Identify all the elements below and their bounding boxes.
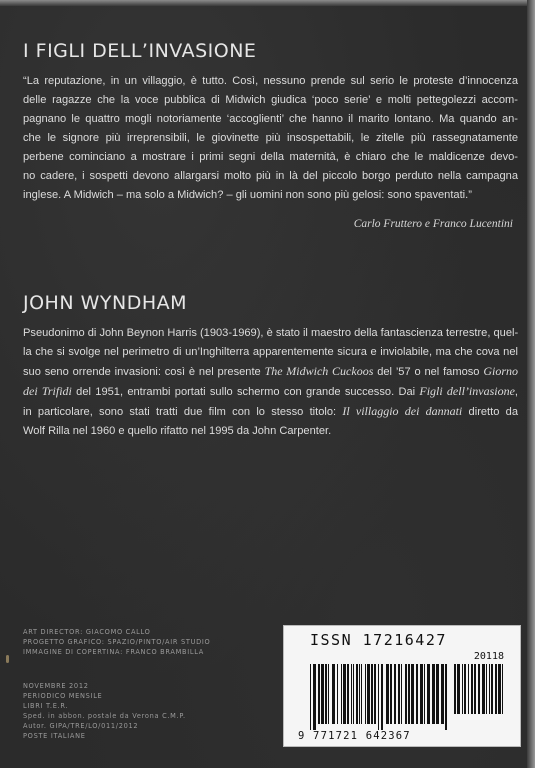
publication-date: NOVEMBRE 2012 — [23, 682, 89, 690]
barcode-bar — [353, 664, 354, 724]
barcode-bar — [420, 664, 423, 724]
barcode-bar — [491, 664, 493, 714]
bio-text: del ’57 o nel famoso — [373, 366, 484, 378]
quote-line: delle ragazze che la voce pubblica di Midwich giudica ‘poco serie’ e molti pettegolezzi accom- — [23, 94, 518, 106]
barcode-supplement-number: 20118 — [473, 651, 504, 662]
barcode-bar — [462, 664, 463, 714]
barcode-bar — [436, 664, 439, 724]
barcode-bar — [398, 664, 400, 724]
bio-line — [23, 402, 518, 422]
publisher-name: LIBRI T.E.R. — [23, 702, 69, 710]
barcode-bar — [424, 664, 425, 724]
barcode-bar — [381, 664, 383, 730]
barcode-bar — [361, 664, 362, 724]
bio-line: Pseudonimo di John Beynon Harris (1903-1969), è stato il maestro della fantascienza terrestre, quel- — [23, 327, 519, 339]
barcode-bar — [416, 664, 418, 724]
barcode-bar — [445, 664, 447, 730]
author-bio — [23, 324, 518, 441]
bio-title-italic: Giorno — [483, 364, 518, 378]
barcode-bar — [356, 664, 358, 724]
barcode-bar — [408, 664, 410, 724]
barcode-bar — [401, 664, 402, 724]
quote-line: che le signore più irreprensibili, le giovinette più insospettabili, le zitelle più rassegnatamente — [23, 132, 518, 144]
credit-graphic-design: PROGETTO GRAFICO: SPAZIO/PINTO/AIR STUDIO — [23, 638, 211, 646]
barcode-bar — [474, 664, 476, 714]
authorization-number: Autor. GIPA/TRE/LO/011/2012 — [23, 722, 139, 730]
quote-signature: Carlo Fruttero e Franco Lucentini — [353, 218, 513, 230]
bio-title-italic: dei Trifidi — [23, 384, 72, 398]
publication-info — [23, 681, 186, 741]
barcode-bar — [310, 664, 311, 730]
barcode-bar — [489, 664, 490, 714]
barcode-bar — [351, 664, 352, 724]
barcode-bar — [405, 664, 407, 724]
bio-line: la che si svolge nel perimetro di un’Inghilterra apparentemente sicura e inviolabile, ma che cova nel — [23, 346, 518, 358]
barcode-bar — [482, 664, 485, 714]
barcode-bar — [468, 664, 469, 714]
barcode-bar — [325, 664, 327, 724]
barcode-bar — [328, 664, 329, 724]
barcode-bar — [318, 664, 320, 724]
barcode-bar — [454, 664, 456, 714]
barcode-bar — [502, 664, 503, 714]
barcode-bar — [341, 664, 342, 724]
section-title-book: I FIGLI DELL’INVASIONE — [23, 40, 257, 62]
postal-service: POSTE ITALIANE — [23, 732, 86, 740]
cover-right-edge — [527, 0, 535, 768]
bio-text: del 1951, entrambi portati sullo schermo con grande successo. Dai — [71, 386, 420, 398]
bio-text: in particolare, sono stati tratti due film con lo stesso titolo: — [23, 406, 343, 418]
issn-number: ISSN 17216427 — [310, 631, 447, 649]
barcode-bar — [321, 664, 324, 724]
credit-cover-image: IMMAGINE DI COPERTINA: FRANCO BRAMBILLA — [23, 648, 204, 656]
bio-title-italic: Figli dell’invasione — [419, 384, 515, 398]
quote-line: no cadere, i sospetti devono allargarsi molto più in là del piccolo borgo perduto nella campagna — [23, 170, 518, 182]
barcode-main-bars — [310, 664, 450, 730]
barcode-bar — [427, 664, 430, 724]
barcode-bar — [432, 664, 435, 724]
barcode-bar — [390, 664, 392, 724]
barcode-bar — [386, 664, 389, 724]
book-quote — [23, 72, 518, 205]
barcode-bar — [498, 664, 501, 714]
bio-text: diretto da — [462, 406, 519, 418]
barcode-bar — [365, 664, 366, 724]
barcode-bar — [332, 664, 335, 724]
publication-frequency: PERIODICO MENSILE — [23, 692, 103, 700]
barcode-bar — [359, 664, 360, 724]
barcode-bar — [441, 664, 444, 724]
bio-text: suo seno orrende invasioni: così è nel presente — [23, 366, 265, 378]
barcode-bar — [478, 664, 480, 714]
quote-line: “La reputazione, in un villaggio, è tutto. Così, nessuno prende sul serio le proteste d’innocenza — [23, 75, 518, 87]
bio-line — [23, 382, 518, 402]
barcode-bar — [374, 664, 376, 724]
barcode-bar — [457, 664, 460, 714]
postal-shipping: Sped. in abbon. postale da Verona C.M.P. — [23, 712, 186, 720]
barcode-bar — [337, 664, 338, 724]
production-credits — [23, 627, 210, 657]
cover-top-edge — [0, 0, 535, 6]
barcode-bar — [464, 664, 466, 714]
section-title-author: JOHN WYNDHAM — [23, 292, 188, 314]
quote-line: pagnano le quattro mogli notoriamente ‘accoglienti’ che hanno il marito lontano. Ma quando an- — [23, 113, 518, 125]
barcode-bar — [471, 664, 473, 714]
bio-text: , — [514, 386, 518, 398]
cover-mark — [6, 655, 9, 663]
barcode-bar — [411, 664, 414, 724]
quote-line: inglese. A Midwich – ma solo a Midwich? – gli uomini non sono più gelosi: sono spaventati.” — [23, 189, 472, 201]
bio-title-italic: The Midwich Cuckoos — [264, 364, 374, 378]
bio-title-italic: Il villaggio dei dannati — [342, 404, 463, 418]
barcode-label — [283, 625, 521, 747]
barcode-bar — [371, 664, 373, 724]
barcode-bar — [347, 664, 349, 724]
barcode-bar — [343, 664, 346, 724]
bio-line: Wolf Rilla nel 1960 e quello rifatto nel 1995 da John Carpenter. — [23, 425, 332, 437]
barcode-supplement-bars — [454, 664, 506, 720]
barcode-bar — [495, 664, 497, 714]
ean-digits: 9 771721 642367 — [298, 730, 411, 742]
barcode-bar — [486, 664, 487, 714]
bio-line — [23, 362, 518, 382]
barcode-bar — [394, 664, 396, 724]
credit-art-director: ART DIRECTOR: GIACOMO CALLO — [23, 628, 151, 636]
quote-line: perbene cominciano a mostrare i primi segni della maternità, è chiaro che le maldicenze devo- — [23, 151, 518, 163]
barcode-bar — [367, 664, 370, 724]
barcode-bar — [313, 664, 316, 730]
barcode-bar — [378, 664, 379, 730]
